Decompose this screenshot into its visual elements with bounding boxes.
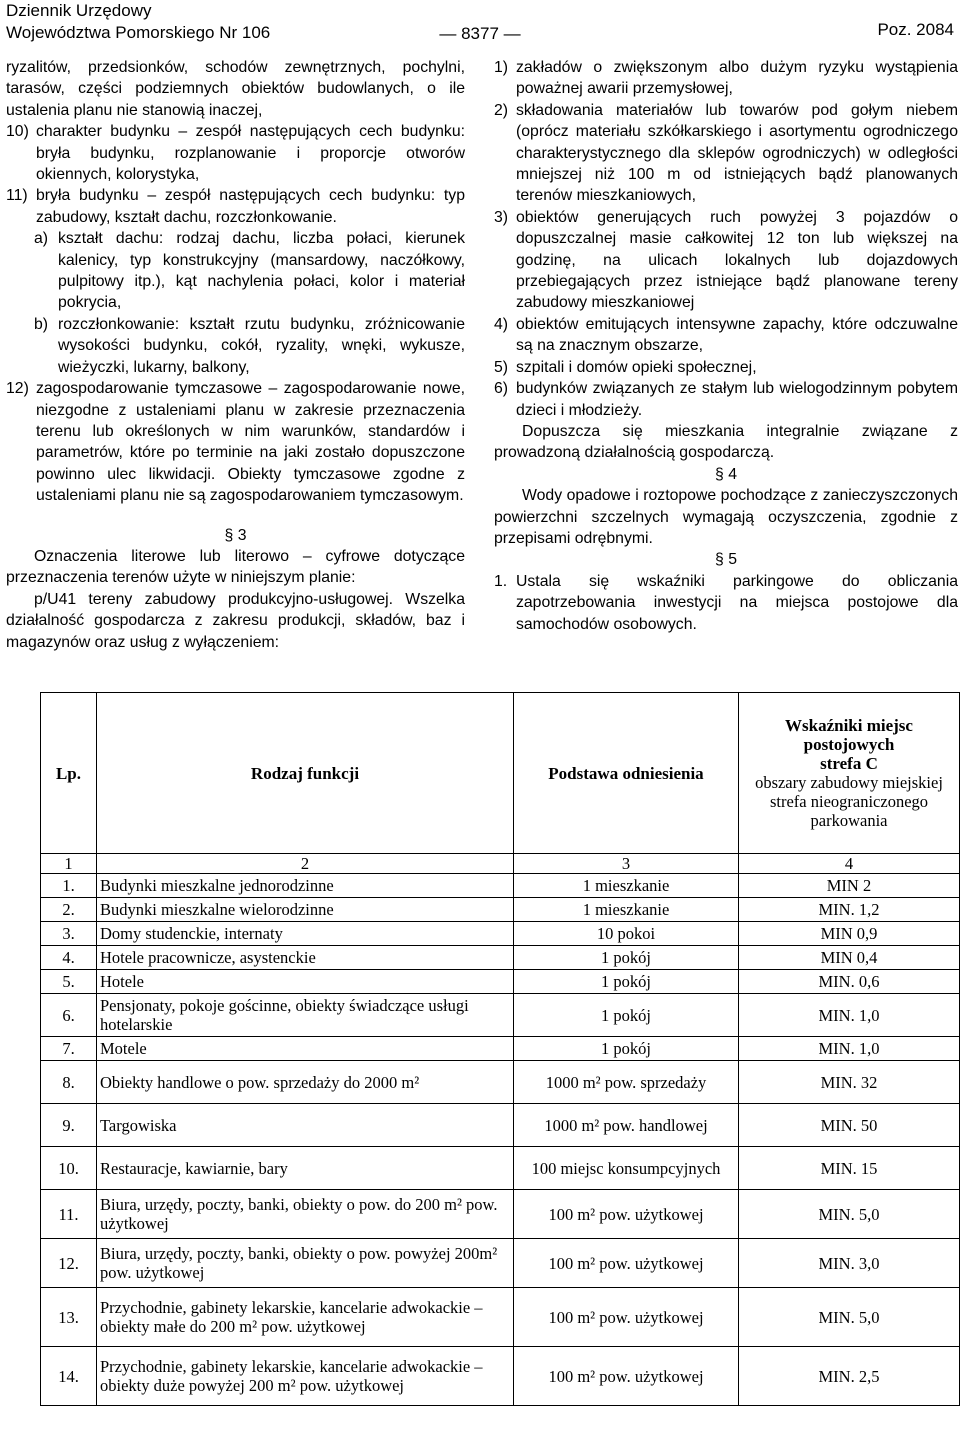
page-number: — 8377 —	[439, 24, 521, 43]
cell-index: MIN 2	[739, 874, 960, 898]
list-item	[6, 121, 465, 185]
list-item	[6, 185, 465, 228]
position-number: Poz. 2084	[877, 20, 954, 39]
column-number: 1	[41, 854, 97, 874]
item-text: szpitali i domów opieki społecznej,	[516, 358, 757, 376]
item-text: zagospodarowanie tymczasowe – zagospodarowanie nowe, niezgodne z ustaleniami planu w zakresie przeznaczenia terenu lub określonych w nim warunków, standardów i parametrów, które po terminie na jaki zostało dopuszczone powinno ulec likwidacji. Obiekty tymczasowe zgodne z ustaleniami planu nie są zagospodarowaniem tymczasowym.	[36, 380, 465, 505]
table-row	[41, 1037, 960, 1061]
item-text: zakładów o zwiększonym albo dużym ryzyku wystąpienia poważnej awarii przemysłowej,	[516, 59, 958, 98]
cell-basis: 100 m² pow. użytkowej	[514, 1288, 739, 1347]
cell-index: MIN. 1,2	[739, 898, 960, 922]
column-number-row	[41, 854, 960, 874]
cell-basis: 1 mieszkanie	[514, 898, 739, 922]
parking-table	[40, 692, 960, 1406]
item-number: 1)	[494, 59, 509, 76]
cell-basis: 1 pokój	[514, 970, 739, 994]
cell-lp: 14.	[41, 1347, 97, 1406]
cell-basis: 1 mieszkanie	[514, 874, 739, 898]
list-item	[494, 357, 958, 378]
item-number: 3)	[494, 208, 509, 226]
cell-lp: 5.	[41, 970, 97, 994]
cell-basis: 100 m² pow. użytkowej	[514, 1239, 739, 1288]
item-text: składowania materiałów lub towarów pod gołym niebem (oprócz materiału szkółkarskiego i asortymentu ogrodniczego charakterystycznego dla sklepów ogrodniczych) w odległości mniejszej niż 100 m od istniejących bądź planowanych terenów mieszkaniowych,	[516, 101, 958, 205]
cell-function: Biura, urzędy, poczty, banki, obiekty o pow. powyżej 200m² pow. użytkowej	[97, 1239, 514, 1288]
column-number: 2	[97, 854, 514, 874]
cell-index: MIN. 2,5	[739, 1347, 960, 1406]
table-row	[41, 1288, 960, 1347]
table-row	[41, 1147, 960, 1190]
table-row	[41, 946, 960, 970]
cell-basis: 1000 m² pow. sprzedaży	[514, 1061, 739, 1104]
table-row	[41, 922, 960, 946]
cell-index: MIN. 3,0	[739, 1239, 960, 1288]
right-column	[494, 57, 958, 635]
item-text: budynków związanych ze stałym lub wielogodzinnym pobytem dzieci i młodzieży.	[516, 380, 958, 419]
journal-issue: Województwa Pomorskiego Nr 106	[6, 23, 271, 42]
table-body	[41, 874, 960, 1406]
cell-function: Motele	[97, 1037, 514, 1061]
item-number: 5)	[494, 358, 509, 376]
list-item	[494, 314, 958, 357]
sub-item	[34, 314, 465, 378]
cell-lp: 6.	[41, 994, 97, 1037]
sub-item-text: kształt dachu: rodzaj dachu, liczba połaci, kierunek kalenicy, typ konstrukcyjny (mansardowy, naczółkowy, pulpitowy itp.), kąt nachylenia połaci, kolor i materiał pokrycia,	[58, 230, 465, 312]
cell-function: Hotele	[97, 970, 514, 994]
cell-function: Domy studenckie, internaty	[97, 922, 514, 946]
header-lp: Lp.	[41, 693, 97, 854]
cell-lp: 8.	[41, 1061, 97, 1104]
cell-lp: 2.	[41, 898, 97, 922]
cell-basis: 100 m² pow. użytkowej	[514, 1190, 739, 1239]
header-wskazniki	[739, 693, 960, 854]
list-item	[494, 207, 958, 314]
cell-basis: 10 pokoi	[514, 922, 739, 946]
section-heading: § 3	[224, 526, 247, 544]
cell-basis: 1 pokój	[514, 1037, 739, 1061]
header-podstawa: Podstawa odniesienia	[514, 693, 739, 854]
cell-lp: 9.	[41, 1104, 97, 1147]
left-column	[6, 57, 465, 653]
header-wsk-parking: strefa nieograniczonego parkowania	[769, 792, 929, 830]
item-number: 12)	[6, 380, 29, 398]
cell-index: MIN. 1,0	[739, 994, 960, 1037]
table-row	[41, 970, 960, 994]
list-item	[494, 571, 958, 635]
cell-lp: 10.	[41, 1147, 97, 1190]
cell-function: Przychodnie, gabinety lekarskie, kancelarie adwokackie – obiekty małe do 200 m² pow. użytkowej	[97, 1288, 514, 1347]
header-wsk-area: obszary zabudowy miejskiej	[755, 773, 943, 792]
cell-index: MIN. 5,0	[739, 1288, 960, 1347]
cell-function: Budynki mieszkalne wielorodzinne	[97, 898, 514, 922]
cell-index: MIN. 1,0	[739, 1037, 960, 1061]
cell-lp: 4.	[41, 946, 97, 970]
cell-index: MIN. 32	[739, 1061, 960, 1104]
cell-function: Hotele pracownicze, asystenckie	[97, 946, 514, 970]
cell-index: MIN 0,4	[739, 946, 960, 970]
cell-index: MIN 0,9	[739, 922, 960, 946]
cell-function: Przychodnie, gabinety lekarskie, kancelarie adwokackie – obiekty duże powyżej 200 m² pow. użytkowej	[97, 1347, 514, 1406]
column-number: 4	[739, 854, 960, 874]
paragraph: Oznaczenia literowe lub literowo – cyfrowe dotyczące przeznaczenia terenów użyte w niniejszym planie:	[6, 547, 465, 587]
list-item	[494, 100, 958, 207]
column-number: 3	[514, 854, 739, 874]
header-wsk-title: Wskaźniki miejsc postojowych	[785, 716, 913, 754]
cell-function: Targowiska	[97, 1104, 514, 1147]
table-header-row	[41, 693, 960, 854]
item-number: 11)	[6, 187, 28, 205]
paragraph: Wody opadowe i roztopowe pochodzące z zanieczyszczonych powierzchni szczelnych wymagają oczyszczenia, zgodnie z przepisami odrębnymi.	[494, 487, 958, 547]
cell-basis: 100 miejsc konsumpcyjnych	[514, 1147, 739, 1190]
table-row	[41, 1061, 960, 1104]
item-number: 1.	[494, 572, 508, 590]
list-item	[494, 57, 958, 100]
cell-function: Budynki mieszkalne jednorodzinne	[97, 874, 514, 898]
paragraph: ryzalitów, przedsionków, schodów zewnętrznych, pochylni, tarasów, części podziemnych obiektów budowlanych, o ile ustalenia planu nie stanowią inaczej,	[6, 59, 465, 119]
item-text: charakter budynku – zespół następujących cech budynku: bryła budynku, rozplanowanie i proporcje otworów okiennych, kolorystyka,	[36, 123, 465, 184]
exclusion-list	[494, 57, 958, 421]
cell-lp: 1.	[41, 874, 97, 898]
table-row	[41, 1190, 960, 1239]
cell-lp: 13.	[41, 1288, 97, 1347]
item-number: 4)	[494, 315, 509, 333]
cell-index: MIN. 15	[739, 1147, 960, 1190]
table-row	[41, 898, 960, 922]
sub-item-letter: b)	[34, 315, 49, 333]
item-text: bryła budynku – zespół następujących cech budynku: typ zabudowy, kształt dachu, rozczłonkowanie.	[36, 187, 465, 226]
cell-function: Biura, urzędy, poczty, banki, obiekty o pow. do 200 m² pow. użytkowej	[97, 1190, 514, 1239]
paragraph: p/U41 tereny zabudowy produkcyjno-usługowej. Wszelka działalność gospodarcza z zakresu produkcji, składów, baz i magazynów oraz usług z wyłączeniem:	[6, 590, 465, 651]
section-heading: § 5	[715, 551, 737, 569]
sub-item-letter: a)	[34, 230, 49, 248]
item-text: obiektów generujących ruch powyżej 3 pojazdów o dopuszczalnej masie całkowitej 12 ton lub większej na godzinę, na ulicach lokalnych lub dojazdowych przebiegających przez istniejące bądź planowane tereny zabudowy mieszkaniowej	[516, 208, 958, 312]
cell-basis: 1 pokój	[514, 946, 739, 970]
item-number: 6)	[494, 380, 509, 398]
item-text: Ustala się wskaźniki parkingowe do obliczania zapotrzebowania inwestycji na miejsca postojowe dla samochodów osobowych.	[516, 572, 958, 633]
section-heading: § 4	[715, 465, 737, 483]
cell-lp: 12.	[41, 1239, 97, 1288]
cell-function: Obiekty handlowe o pow. sprzedaży do 2000 m²	[97, 1061, 514, 1104]
cell-function: Restauracje, kawiarnie, bary	[97, 1147, 514, 1190]
sub-item	[34, 228, 465, 314]
cell-index: MIN. 5,0	[739, 1190, 960, 1239]
cell-basis: 1000 m² pow. handlowej	[514, 1104, 739, 1147]
sub-item-text: rozczłonkowanie: kształt rzutu budynku, zróżnicowanie wysokości budynku, cokół, ryzality, wnęki, wykusze, wieżyczki, lukarny, balkony,	[58, 315, 465, 376]
item-text: obiektów emitujących intensywne zapachy, które odczuwalne są na znacznym obszarze,	[516, 315, 958, 355]
cell-lp: 3.	[41, 922, 97, 946]
item-number: 2)	[494, 101, 509, 119]
cell-basis: 100 m² pow. użytkowej	[514, 1347, 739, 1406]
table-row	[41, 1104, 960, 1147]
cell-index: MIN. 0,6	[739, 970, 960, 994]
cell-basis: 1 pokój	[514, 994, 739, 1037]
table-row	[41, 1239, 960, 1288]
table-row	[41, 1347, 960, 1406]
paragraph: Dopuszcza się mieszkania integralnie związane z prowadzoną działalnością gospodarczą.	[494, 422, 958, 462]
table-row	[41, 874, 960, 898]
table-row	[41, 994, 960, 1037]
cell-index: MIN. 50	[739, 1104, 960, 1147]
journal-title: Dziennik Urzędowy	[6, 1, 152, 20]
cell-lp: 7.	[41, 1037, 97, 1061]
header-wsk-zone: strefa C	[820, 754, 878, 773]
cell-lp: 11.	[41, 1190, 97, 1239]
item-number: 10)	[6, 123, 29, 141]
cell-function: Pensjonaty, pokoje gościnne, obiekty świadczące usługi hotelarskie	[97, 994, 514, 1037]
list-item	[494, 378, 958, 421]
header-rodzaj: Rodzaj funkcji	[97, 693, 514, 854]
list-item	[6, 378, 465, 506]
